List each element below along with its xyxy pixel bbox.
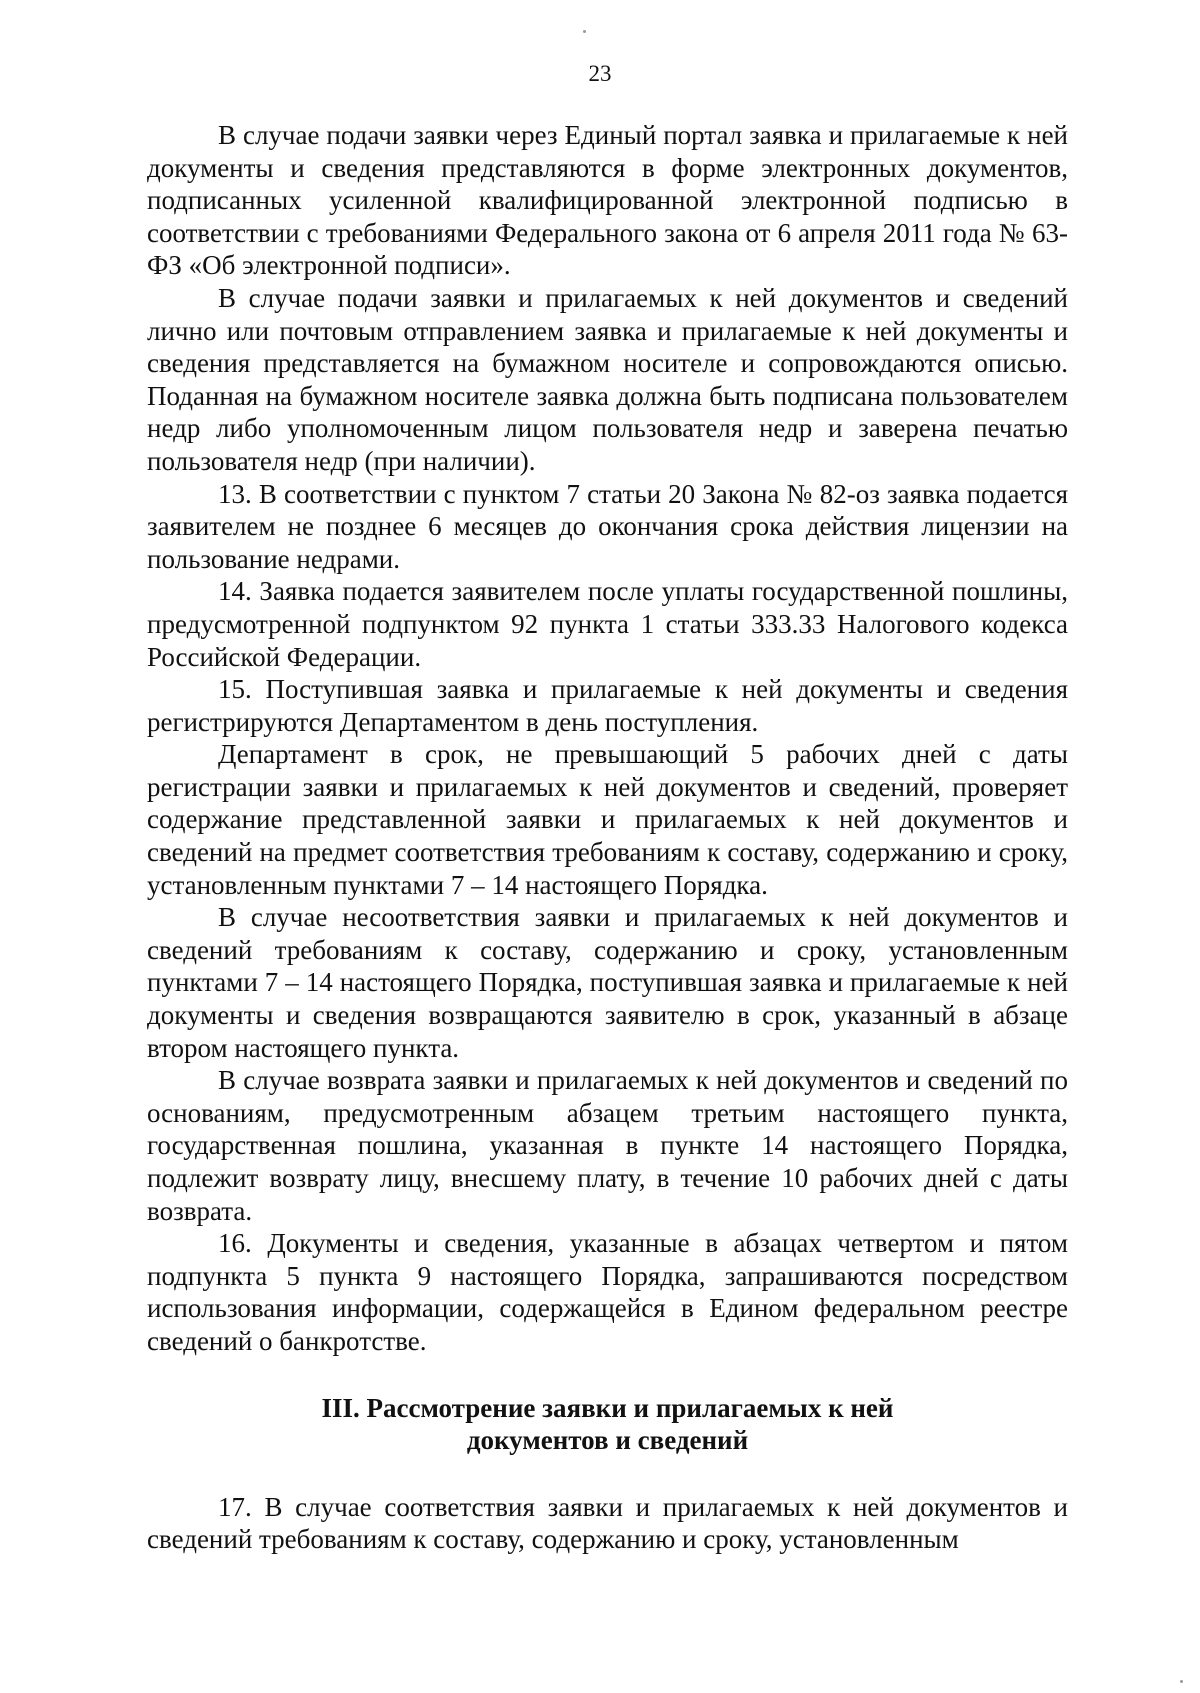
paragraph: В случае подачи заявки и прилагаемых к ней документов и сведений лично или почтовым отправлением заявка и прилагаемые к ней документы и сведения представляется на бумажном носителе и сопровождаются описью. Поданная на бумажном носителе заявка должна быть подписана пользователем недр либо уполномоченным лицом пользователя недр и заверена печатью пользователя недр (при наличии). bbox=[147, 282, 1068, 476]
paragraph: В случае подачи заявки через Единый портал заявка и прилагаемые к ней документы и сведения представляются в форме электронных документов, подписанных усиленной квалифицированной электронной подписью в соответствии с требованиями Федерального закона от 6 апреля 2011 года № 63-ФЗ «Об электронной подписи». bbox=[147, 120, 1068, 281]
paragraph: 13. В соответствии с пунктом 7 статьи 20 Закона № 82-оз заявка подается заявителем не позднее 6 месяцев до окончания срока действия лицензии на пользование недрами. bbox=[147, 478, 1068, 574]
document-body bbox=[147, 119, 1068, 1556]
scan-speck bbox=[1180, 1680, 1183, 1683]
paragraph: 15. Поступившая заявка и прилагаемые к ней документы и сведения регистрируются Департаментом в день поступления. bbox=[147, 674, 1068, 737]
paragraph: 17. В случае соответствия заявки и прилагаемых к ней документов и сведений требованиям к составу, содержанию и сроку, установленным bbox=[147, 1491, 1068, 1555]
paragraph: 14. Заявка подается заявителем после уплаты государственной пошлины, предусмотренной подпунктом 92 пункта 1 статьи 333.33 Налогового кодекса Российской Федерации. bbox=[147, 576, 1068, 672]
paragraph: Департамент в срок, не превышающий 5 рабочих дней с даты регистрации заявки и прилагаемых к ней документов и сведений, проверяет содержание представленной заявки и прилагаемых к ней документов и сведений на предмет соответствия требованиям к составу, содержанию и сроку, установленным пунктами 7 – 14 настоящего Порядка. bbox=[147, 739, 1068, 900]
section-heading bbox=[147, 1392, 1068, 1457]
paragraph: 16. Документы и сведения, указанные в абзацах четвертом и пятом подпункта 5 пункта 9 настоящего Порядка, запрашиваются посредством использования информации, содержащейся в Едином федеральном реестре сведений о банкротстве. bbox=[147, 1228, 1068, 1356]
section-heading-line: III. Рассмотрение заявки и прилагаемых к ней bbox=[321, 1392, 894, 1423]
section-heading-line: документов и сведений bbox=[466, 1425, 749, 1456]
paragraph: В случае несоответствия заявки и прилагаемых к ней документов и сведений требованиям к составу, содержанию и сроку, установленным пунктами 7 – 14 настоящего Порядка, поступившая заявка и прилагаемые к ней документы и сведения возвращаются заявителю в срок, указанный в абзаце втором настоящего пункта. bbox=[147, 902, 1068, 1063]
page-number: 23 bbox=[588, 61, 612, 86]
paragraph: В случае возврата заявки и прилагаемых к ней документов и сведений по основаниям, предусмотренным абзацем третьим настоящего пункта, государственная пошлина, указанная в пункте 14 настоящего Порядка, подлежит возврату лицу, внесшему плату, в течение 10 рабочих дней с даты возврата. bbox=[147, 1065, 1068, 1226]
scan-speck bbox=[583, 30, 586, 33]
